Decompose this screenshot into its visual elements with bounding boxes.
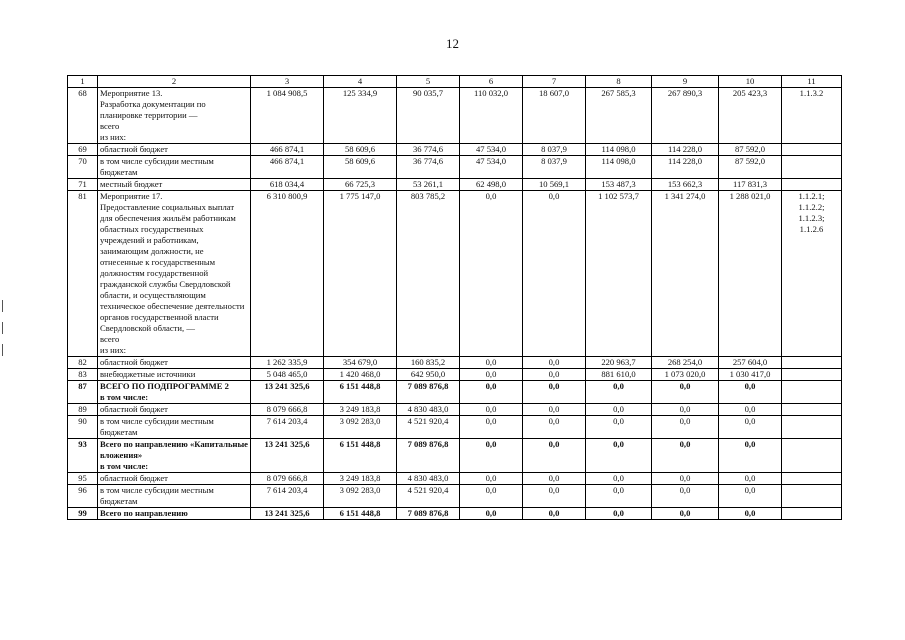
- table-body: [68, 76, 842, 520]
- target-code: [782, 156, 842, 179]
- amount-cell: 0,0: [719, 485, 782, 508]
- amount-cell: 466 874,1: [251, 144, 324, 156]
- column-header: 8: [586, 76, 652, 88]
- row-name: в том числе субсидии местным бюджетам: [98, 485, 251, 508]
- row-name: областной бюджет: [98, 144, 251, 156]
- table-row: [68, 508, 842, 520]
- amount-cell: 0,0: [652, 381, 719, 404]
- target-code: [782, 439, 842, 473]
- column-header: 5: [397, 76, 460, 88]
- page-number: 12: [446, 36, 459, 51]
- table-row: [68, 156, 842, 179]
- target-code: [782, 508, 842, 520]
- column-header: 4: [324, 76, 397, 88]
- amount-cell: 0,0: [586, 381, 652, 404]
- amount-cell: 7 089 876,8: [397, 508, 460, 520]
- amount-cell: 0,0: [586, 439, 652, 473]
- row-name: внебюджетные источники: [98, 369, 251, 381]
- amount-cell: 4 521 920,4: [397, 416, 460, 439]
- amount-cell: 220 963,7: [586, 357, 652, 369]
- target-code: [782, 473, 842, 485]
- table-row: [68, 416, 842, 439]
- amount-cell: 8 037,9: [523, 144, 586, 156]
- amount-cell: 257 604,0: [719, 357, 782, 369]
- column-header: 2: [98, 76, 251, 88]
- amount-cell: 0,0: [652, 416, 719, 439]
- amount-cell: 267 890,3: [652, 88, 719, 144]
- amount-cell: 13 241 325,6: [251, 381, 324, 404]
- table-row: [68, 88, 842, 144]
- amount-cell: 0,0: [460, 485, 523, 508]
- amount-cell: 3 092 283,0: [324, 485, 397, 508]
- column-header: 7: [523, 76, 586, 88]
- amount-cell: 205 423,3: [719, 88, 782, 144]
- amount-cell: 0,0: [460, 357, 523, 369]
- target-code: [782, 357, 842, 369]
- amount-cell: 0,0: [719, 508, 782, 520]
- amount-cell: 0,0: [652, 473, 719, 485]
- amount-cell: 13 241 325,6: [251, 508, 324, 520]
- row-number: 68: [68, 88, 98, 144]
- table-row: [68, 439, 842, 473]
- amount-cell: 36 774,6: [397, 144, 460, 156]
- amount-cell: 0,0: [460, 508, 523, 520]
- amount-cell: 58 609,6: [324, 144, 397, 156]
- amount-cell: 10 569,1: [523, 179, 586, 191]
- amount-cell: 0,0: [460, 369, 523, 381]
- amount-cell: 0,0: [460, 439, 523, 473]
- amount-cell: 3 249 183,8: [324, 404, 397, 416]
- table-row: [68, 404, 842, 416]
- amount-cell: 354 679,0: [324, 357, 397, 369]
- amount-cell: 3 092 283,0: [324, 416, 397, 439]
- amount-cell: 87 592,0: [719, 156, 782, 179]
- amount-cell: 1 288 021,0: [719, 191, 782, 357]
- target-code: [782, 179, 842, 191]
- amount-cell: 114 228,0: [652, 144, 719, 156]
- column-header: 9: [652, 76, 719, 88]
- amount-cell: 0,0: [460, 404, 523, 416]
- amount-cell: 6 151 448,8: [324, 381, 397, 404]
- target-code: [782, 416, 842, 439]
- amount-cell: 7 089 876,8: [397, 381, 460, 404]
- amount-cell: 66 725,3: [324, 179, 397, 191]
- amount-cell: 7 089 876,8: [397, 439, 460, 473]
- amount-cell: 0,0: [719, 473, 782, 485]
- amount-cell: 881 610,0: [586, 369, 652, 381]
- table-row: [68, 191, 842, 357]
- amount-cell: 268 254,0: [652, 357, 719, 369]
- target-code: [782, 369, 842, 381]
- row-name: областной бюджет: [98, 404, 251, 416]
- row-name: Мероприятие 13. Разработка документации по планировке территории — всего из них:: [98, 88, 251, 144]
- amount-cell: 1 030 417,0: [719, 369, 782, 381]
- amount-cell: 1 341 274,0: [652, 191, 719, 357]
- amount-cell: 110 032,0: [460, 88, 523, 144]
- amount-cell: 0,0: [586, 404, 652, 416]
- target-code: 1.1.2.1; 1.1.2.2; 1.1.2.3; 1.1.2.6: [782, 191, 842, 357]
- row-number: 99: [68, 508, 98, 520]
- amount-cell: 0,0: [586, 416, 652, 439]
- amount-cell: 87 592,0: [719, 144, 782, 156]
- amount-cell: 0,0: [523, 357, 586, 369]
- amount-cell: 0,0: [523, 473, 586, 485]
- amount-cell: 6 310 800,9: [251, 191, 324, 357]
- amount-cell: 642 950,0: [397, 369, 460, 381]
- amount-cell: 153 487,3: [586, 179, 652, 191]
- amount-cell: 53 261,1: [397, 179, 460, 191]
- table-row: [68, 381, 842, 404]
- row-name: Всего по направлению: [98, 508, 251, 520]
- amount-cell: 0,0: [652, 439, 719, 473]
- amount-cell: 0,0: [652, 508, 719, 520]
- row-number: 71: [68, 179, 98, 191]
- target-code: [782, 381, 842, 404]
- row-number: 83: [68, 369, 98, 381]
- amount-cell: 18 607,0: [523, 88, 586, 144]
- row-number: 69: [68, 144, 98, 156]
- amount-cell: 114 098,0: [586, 156, 652, 179]
- amount-cell: 0,0: [586, 473, 652, 485]
- amount-cell: 0,0: [460, 473, 523, 485]
- amount-cell: 4 830 483,0: [397, 473, 460, 485]
- amount-cell: 0,0: [523, 369, 586, 381]
- amount-cell: 0,0: [460, 416, 523, 439]
- column-number-row: [68, 76, 842, 88]
- amount-cell: 8 079 666,8: [251, 404, 324, 416]
- row-number: 96: [68, 485, 98, 508]
- row-name: ВСЕГО ПО ПОДПРОГРАММЕ 2 в том числе:: [98, 381, 251, 404]
- row-number: 70: [68, 156, 98, 179]
- amount-cell: 153 662,3: [652, 179, 719, 191]
- amount-cell: 36 774,6: [397, 156, 460, 179]
- amount-cell: 0,0: [523, 191, 586, 357]
- amount-cell: 5 048 465,0: [251, 369, 324, 381]
- amount-cell: 1 073 020,0: [652, 369, 719, 381]
- target-code: [782, 485, 842, 508]
- amount-cell: 62 498,0: [460, 179, 523, 191]
- target-code: 1.1.3.2: [782, 88, 842, 144]
- row-number: 89: [68, 404, 98, 416]
- amount-cell: 8 079 666,8: [251, 473, 324, 485]
- amount-cell: 6 151 448,8: [324, 439, 397, 473]
- amount-cell: 0,0: [523, 416, 586, 439]
- row-number: 87: [68, 381, 98, 404]
- amount-cell: 160 835,2: [397, 357, 460, 369]
- row-number: 90: [68, 416, 98, 439]
- amount-cell: 0,0: [719, 404, 782, 416]
- amount-cell: 3 249 183,8: [324, 473, 397, 485]
- amount-cell: 1 084 908,5: [251, 88, 324, 144]
- amount-cell: 0,0: [460, 191, 523, 357]
- column-header: 1: [68, 76, 98, 88]
- row-name: в том числе субсидии местным бюджетам: [98, 416, 251, 439]
- amount-cell: 47 534,0: [460, 144, 523, 156]
- amount-cell: 1 775 147,0: [324, 191, 397, 357]
- amount-cell: 0,0: [523, 485, 586, 508]
- table-row: [68, 179, 842, 191]
- row-number: 81: [68, 191, 98, 357]
- amount-cell: 4 521 920,4: [397, 485, 460, 508]
- amount-cell: 0,0: [523, 508, 586, 520]
- amount-cell: 13 241 325,6: [251, 439, 324, 473]
- column-header: 10: [719, 76, 782, 88]
- row-name: областной бюджет: [98, 473, 251, 485]
- amount-cell: 114 228,0: [652, 156, 719, 179]
- amount-cell: 90 035,7: [397, 88, 460, 144]
- amount-cell: 117 831,3: [719, 179, 782, 191]
- amount-cell: 618 034,4: [251, 179, 324, 191]
- amount-cell: 0,0: [652, 485, 719, 508]
- amount-cell: 4 830 483,0: [397, 404, 460, 416]
- table-row: [68, 357, 842, 369]
- amount-cell: 0,0: [460, 381, 523, 404]
- amount-cell: 803 785,2: [397, 191, 460, 357]
- column-header: 3: [251, 76, 324, 88]
- target-code: [782, 404, 842, 416]
- amount-cell: 58 609,6: [324, 156, 397, 179]
- amount-cell: 0,0: [523, 439, 586, 473]
- row-name: областной бюджет: [98, 357, 251, 369]
- amount-cell: 47 534,0: [460, 156, 523, 179]
- target-code: [782, 144, 842, 156]
- amount-cell: 6 151 448,8: [324, 508, 397, 520]
- amount-cell: 0,0: [586, 508, 652, 520]
- row-name: Мероприятие 17. Предоставление социальных выплат для обеспечения жильём работникам областных государственных учреждений и работникам, занимающим должности, не отнесенные к государственным должностям государственной гражданской службы Свердловской области, и осуществляющим техническое обеспечение деятельности органов государственной власти Свердловской области, — всего из них:: [98, 191, 251, 357]
- row-name: в том числе субсидии местным бюджетам: [98, 156, 251, 179]
- scan-margin-marks: [2, 300, 4, 360]
- amount-cell: 1 262 335,9: [251, 357, 324, 369]
- amount-cell: 0,0: [719, 381, 782, 404]
- budget-table: [67, 75, 842, 520]
- amount-cell: 0,0: [719, 416, 782, 439]
- row-name: местный бюджет: [98, 179, 251, 191]
- amount-cell: 0,0: [523, 381, 586, 404]
- amount-cell: 267 585,3: [586, 88, 652, 144]
- table-row: [68, 144, 842, 156]
- amount-cell: 0,0: [586, 485, 652, 508]
- amount-cell: 114 098,0: [586, 144, 652, 156]
- table-row: [68, 473, 842, 485]
- row-number: 95: [68, 473, 98, 485]
- amount-cell: 0,0: [523, 404, 586, 416]
- column-header: 11: [782, 76, 842, 88]
- amount-cell: 466 874,1: [251, 156, 324, 179]
- amount-cell: 8 037,9: [523, 156, 586, 179]
- column-header: 6: [460, 76, 523, 88]
- amount-cell: 7 614 203,4: [251, 485, 324, 508]
- amount-cell: 1 420 468,0: [324, 369, 397, 381]
- amount-cell: 125 334,9: [324, 88, 397, 144]
- row-number: 82: [68, 357, 98, 369]
- table-row: [68, 369, 842, 381]
- amount-cell: 7 614 203,4: [251, 416, 324, 439]
- row-name: Всего по направлению «Капитальные вложения» в том числе:: [98, 439, 251, 473]
- amount-cell: 0,0: [719, 439, 782, 473]
- amount-cell: 1 102 573,7: [586, 191, 652, 357]
- row-number: 93: [68, 439, 98, 473]
- amount-cell: 0,0: [652, 404, 719, 416]
- table-row: [68, 485, 842, 508]
